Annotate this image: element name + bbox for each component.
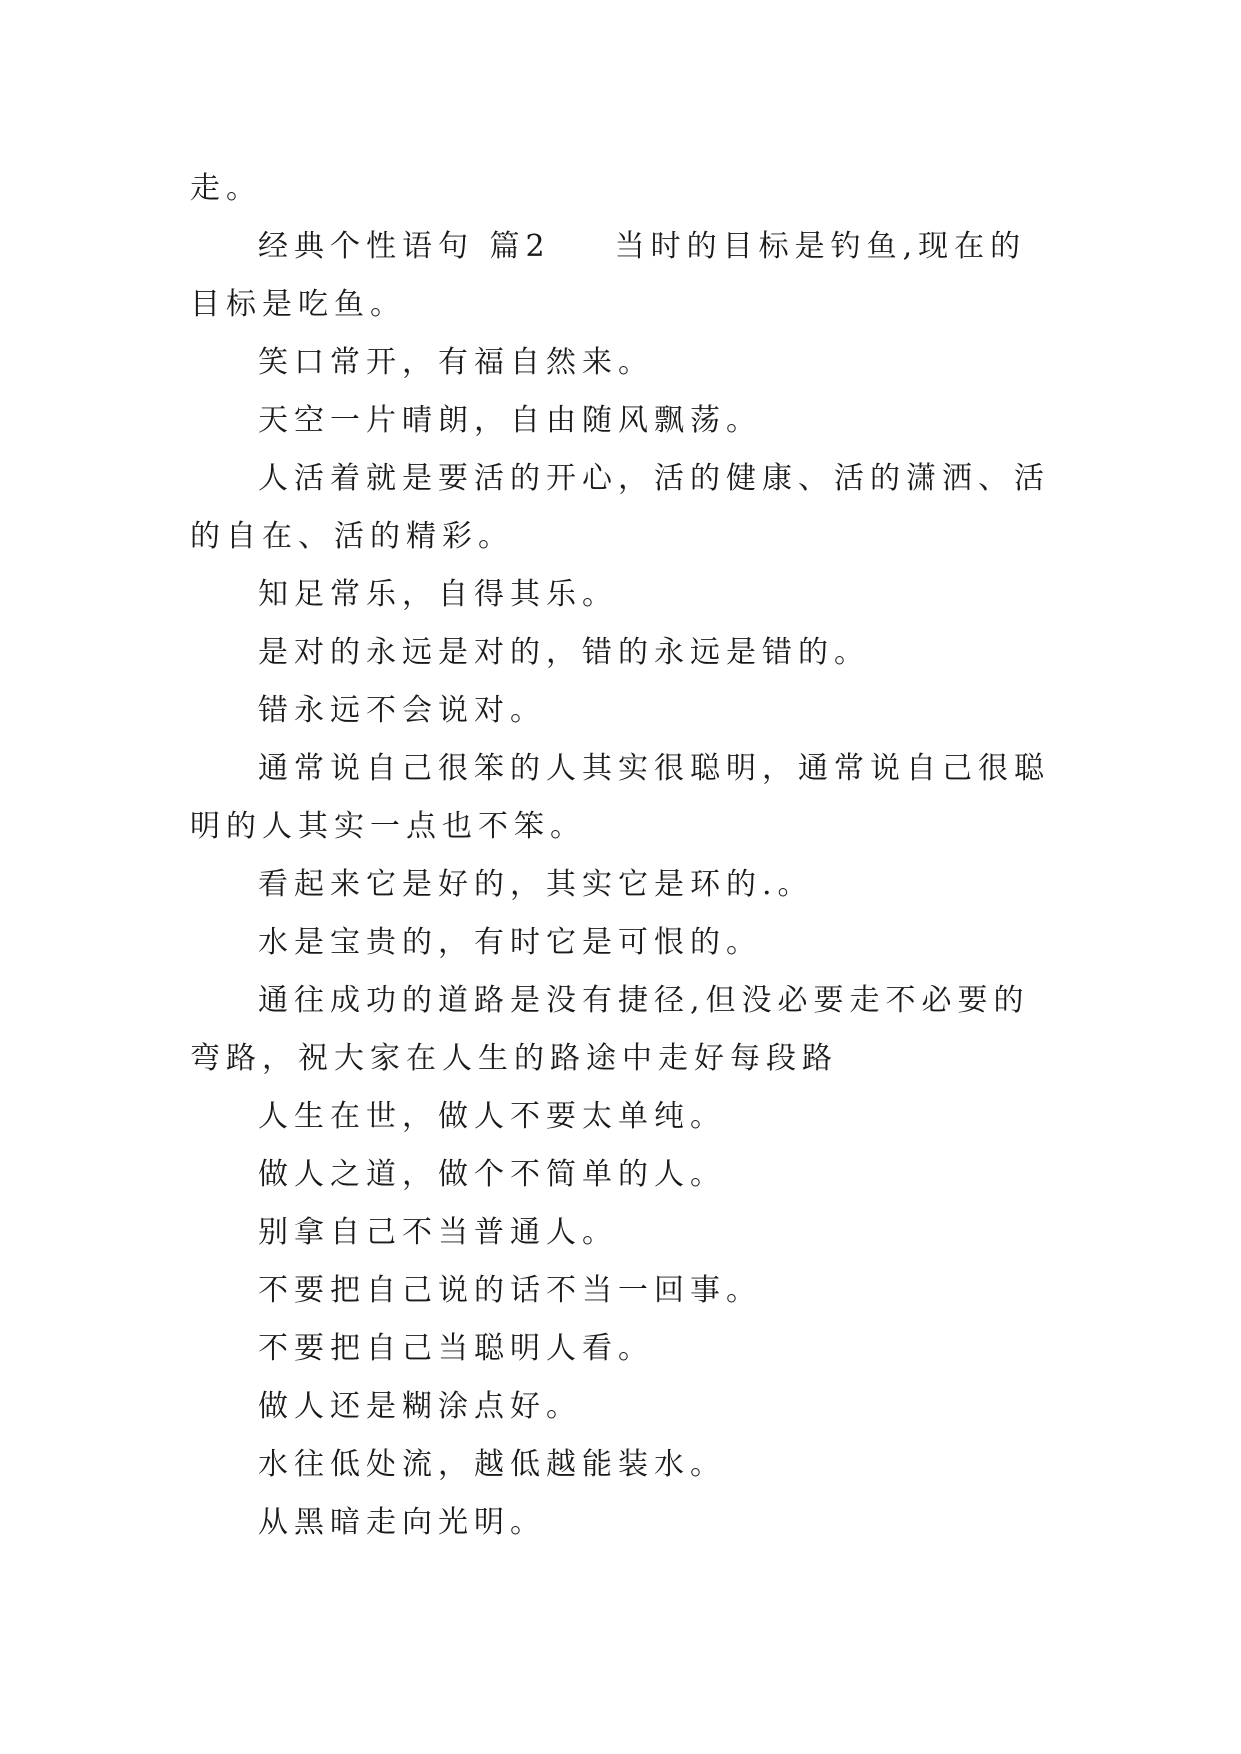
paragraph-text: 笑口常开，有福自然来。	[258, 345, 654, 380]
section-heading-paragraph	[190, 218, 1056, 334]
document-page	[190, 160, 1056, 1552]
paragraph	[190, 740, 1056, 856]
paragraph	[190, 1494, 1056, 1552]
paragraph	[190, 856, 1056, 914]
paragraph	[190, 972, 1056, 1088]
section-title: 经典个性语句 篇2	[258, 229, 551, 264]
paragraph-text: 做人之道，做个不简单的人。	[258, 1157, 726, 1192]
paragraph-text: 知足常乐，自得其乐。	[258, 577, 618, 612]
paragraph-text: 错永远不会说对。	[258, 693, 546, 728]
paragraph-text: 不要把自己当聪明人看。	[258, 1331, 654, 1366]
paragraph-text: 天空一片晴朗，自由随风飘荡。	[258, 403, 762, 438]
paragraph-continuation	[190, 160, 1056, 218]
paragraph-text: 人活着就是要活的开心，活的健康、活的潇洒、活的自在、活的精彩。	[190, 461, 1050, 554]
paragraph	[190, 1320, 1056, 1378]
paragraph	[190, 1436, 1056, 1494]
paragraph	[190, 1378, 1056, 1436]
paragraph-text: 通往成功的道路是没有捷径,但没必要走不必要的弯路，祝大家在人生的路途中走好每段路	[190, 983, 1030, 1076]
paragraph	[190, 1146, 1056, 1204]
paragraph	[190, 1088, 1056, 1146]
paragraph-text: 是对的永远是对的，错的永远是错的。	[258, 635, 870, 670]
paragraph	[190, 682, 1056, 740]
paragraph-text: 走。	[190, 171, 262, 206]
paragraph	[190, 334, 1056, 392]
paragraph-text: 当时的目标是钓鱼,现在的目标是吃鱼。	[190, 229, 1027, 322]
paragraph-text: 水往低处流，越低越能装水。	[258, 1447, 726, 1482]
paragraph-text: 不要把自己说的话不当一回事。	[258, 1273, 762, 1308]
paragraph-text: 水是宝贵的，有时它是可恨的。	[258, 925, 762, 960]
paragraph-text: 通常说自己很笨的人其实很聪明，通常说自己很聪明的人其实一点也不笨。	[190, 751, 1050, 844]
paragraph-text: 人生在世，做人不要太单纯。	[258, 1099, 726, 1134]
paragraph	[190, 450, 1056, 566]
paragraph	[190, 566, 1056, 624]
paragraph	[190, 1204, 1056, 1262]
paragraph	[190, 392, 1056, 450]
paragraph	[190, 1262, 1056, 1320]
paragraph-text: 从黑暗走向光明。	[258, 1505, 546, 1540]
paragraph	[190, 914, 1056, 972]
paragraph-text: 做人还是糊涂点好。	[258, 1389, 582, 1424]
paragraph-text: 看起来它是好的，其实它是环的.。	[258, 867, 814, 902]
paragraph	[190, 624, 1056, 682]
paragraph-text: 别拿自己不当普通人。	[258, 1215, 618, 1250]
